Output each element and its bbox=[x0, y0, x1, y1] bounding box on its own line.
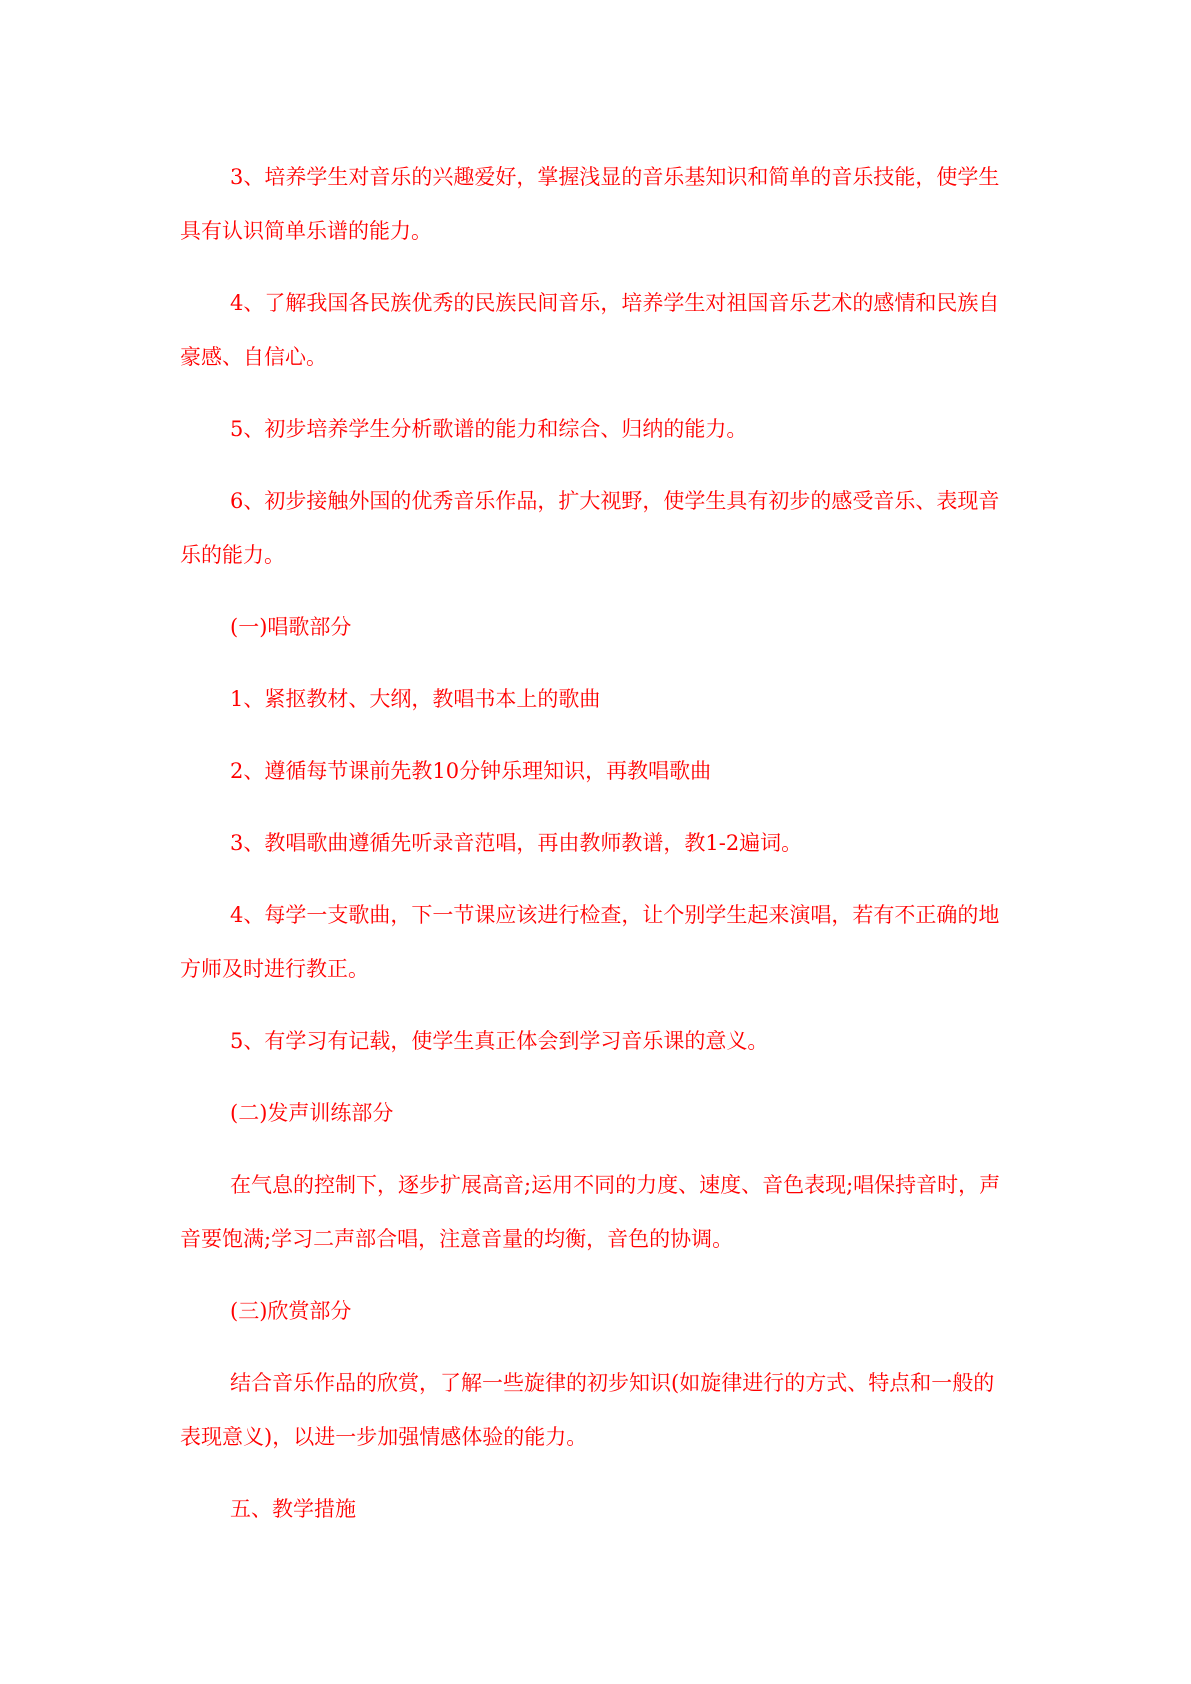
paragraph-singing-1: 1、紧抠教材、大纲，教唱书本上的歌曲 bbox=[230, 687, 601, 711]
paragraph-vocal-training: 在气息的控制下，逐步扩展高音;运用不同的力度、速度、音色表现;唱保持音时，声音要饱满;学习二声部合唱，注意音量的均衡，音色的协调。 bbox=[180, 1173, 1001, 1251]
paragraph-singing-4: 4、每学一支歌曲，下一节课应该进行检查，让个别学生起来演唱，若有不正确的地方师及时进行教正。 bbox=[180, 903, 1000, 981]
paragraph-singing-2: 2、遵循每节课前先教10分钟乐理知识，再教唱歌曲 bbox=[230, 759, 712, 783]
paragraph-goal-5: 5、初步培养学生分析歌谱的能力和综合、归纳的能力。 bbox=[230, 417, 748, 441]
paragraph-singing-3: 3、教唱歌曲遵循先听录音范唱，再由教师教谱，教1-2遍词。 bbox=[230, 831, 803, 855]
section-heading-singing: (一)唱歌部分 bbox=[230, 615, 352, 639]
paragraph-goal-4: 4、了解我国各民族优秀的民族民间音乐，培养学生对祖国音乐艺术的感情和民族自豪感、自信心。 bbox=[180, 291, 1000, 369]
section-heading-teaching-measures: 五、教学措施 bbox=[230, 1497, 356, 1521]
section-heading-vocal-training: (二)发声训练部分 bbox=[230, 1101, 394, 1125]
document-body bbox=[180, 150, 1010, 1554]
paragraph-appreciation: 结合音乐作品的欣赏，了解一些旋律的初步知识(如旋律进行的方式、特点和一般的表现意义)，以进一步加强情感体验的能力。 bbox=[180, 1371, 995, 1449]
paragraph-goal-3: 3、培养学生对音乐的兴趣爱好，掌握浅显的音乐基知识和简单的音乐技能，使学生具有认识简单乐谱的能力。 bbox=[180, 165, 1000, 243]
section-heading-appreciation: (三)欣赏部分 bbox=[230, 1299, 352, 1323]
paragraph-goal-6: 6、初步接触外国的优秀音乐作品，扩大视野，使学生具有初步的感受音乐、表现音乐的能力。 bbox=[180, 489, 1000, 567]
paragraph-singing-5: 5、有学习有记载，使学生真正体会到学习音乐课的意义。 bbox=[230, 1029, 769, 1053]
